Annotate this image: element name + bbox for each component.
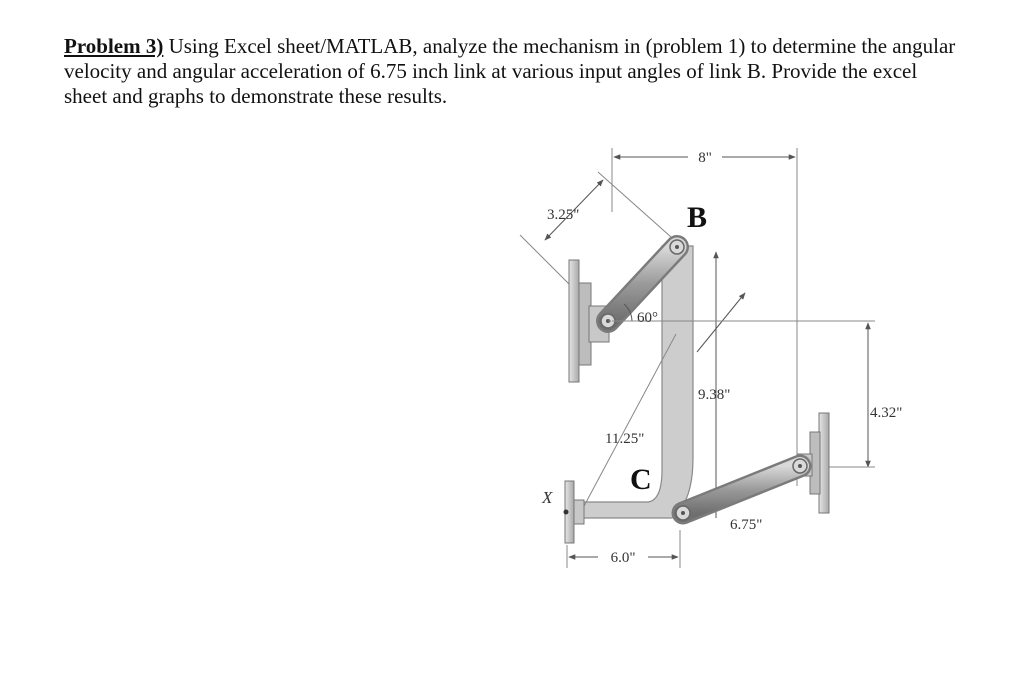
- label-9-38in: 9.38": [698, 387, 731, 403]
- output-link-6-75in: [676, 459, 807, 520]
- dimension-diagonal-right: [697, 293, 745, 352]
- label-8in: 8": [698, 150, 712, 166]
- label-b: B: [687, 201, 708, 234]
- lower-left-wall-mount: [564, 481, 585, 543]
- label-angle-60: 60°: [637, 310, 658, 326]
- label-6-75in: 6.75": [730, 517, 763, 533]
- problem-body: Using Excel sheet/MATLAB, analyze the mechanism in (problem 1) to determine the angular velocity and angular acceleration of 6.75 inch link at various input angles of link B. Provide the excel sheet and graphs to demonstrate these results.: [64, 34, 956, 108]
- label-11-25in: 11.25": [605, 431, 645, 447]
- label-c: C: [630, 463, 652, 496]
- problem-label: Problem 3): [64, 34, 164, 58]
- label-x: X: [542, 488, 553, 507]
- label-3-25in: 3.25": [547, 207, 580, 223]
- label-6-0in: 6.0": [610, 550, 636, 566]
- label-4-32in: 4.32": [870, 405, 903, 421]
